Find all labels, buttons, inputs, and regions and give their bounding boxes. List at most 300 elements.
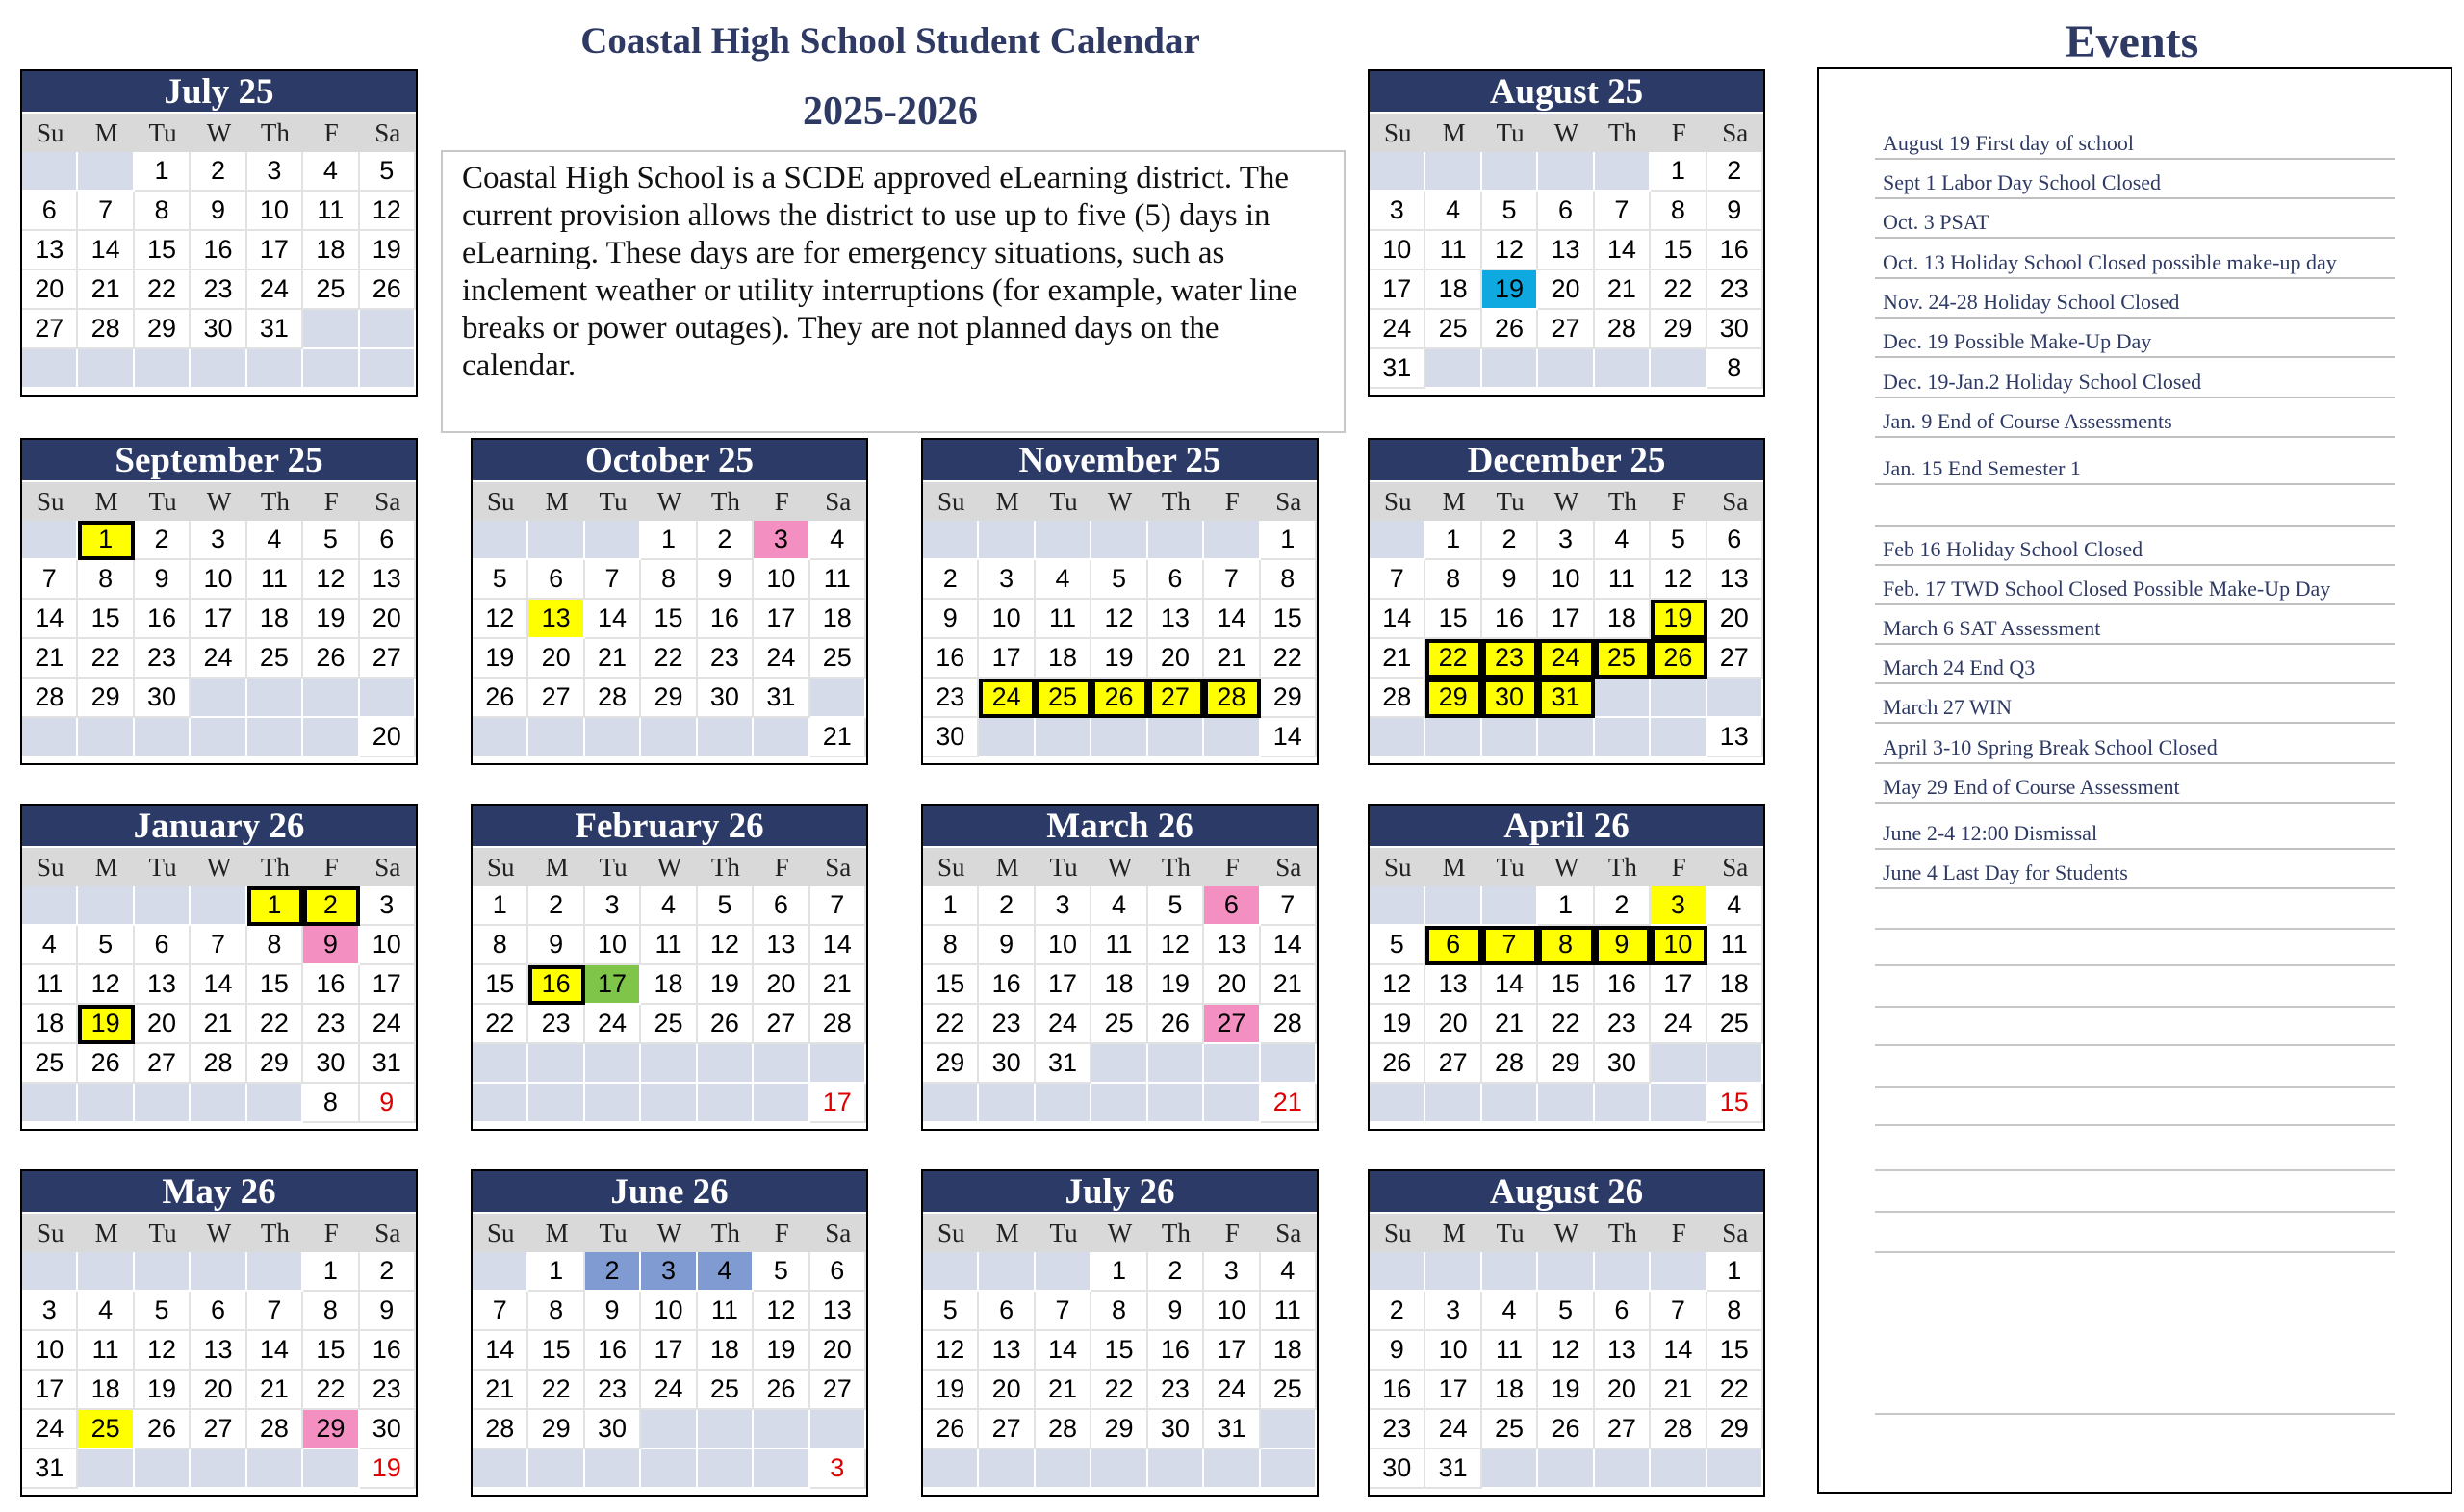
- day-cell: 30: [303, 1044, 359, 1084]
- empty-cell: [1482, 152, 1538, 192]
- weekday-label: Tu: [599, 853, 628, 882]
- empty-cell: [1482, 1084, 1538, 1123]
- day-cell: 20: [810, 1331, 866, 1371]
- day-cell: 5: [1651, 521, 1707, 560]
- day-cell: 24: [754, 639, 809, 679]
- day-cell: 7: [22, 560, 78, 600]
- event-item: Feb. 17 TWD School Closed Possible Make-Up Day: [1875, 577, 2395, 605]
- weekday-label: Su: [937, 487, 965, 516]
- event-item: June 2-4 12:00 Dismissal: [1875, 821, 2395, 850]
- day-cell: 22: [135, 270, 191, 310]
- weekday-label: M: [545, 853, 569, 882]
- day-cell: 22: [641, 639, 697, 679]
- month-title: February 26: [473, 806, 866, 846]
- day-cell: 16: [191, 231, 246, 270]
- weekday-label: Su: [486, 853, 515, 882]
- day-cell: 24: [585, 1005, 641, 1044]
- weekday-label: Su: [937, 1218, 965, 1247]
- event-item: Dec. 19-Jan.2 Holiday School Closed: [1875, 370, 2395, 398]
- empty-cell: [810, 679, 866, 718]
- day-cell: 17: [1538, 600, 1594, 639]
- day-cell: 26: [698, 1005, 754, 1044]
- day-cell: 14: [1204, 600, 1260, 639]
- day-cell: 19: [135, 1371, 191, 1410]
- empty-cell: [1036, 521, 1091, 560]
- day-cell: 7: [247, 1292, 303, 1331]
- day-cell: 18: [1091, 965, 1147, 1005]
- empty-cell: [698, 1449, 754, 1489]
- day-cell: 2: [360, 1252, 416, 1292]
- weekday-header: [1370, 846, 1763, 886]
- weekday-label: Su: [36, 487, 64, 516]
- weekday-label: F: [1671, 118, 1686, 147]
- month-title: June 26: [473, 1171, 866, 1212]
- month-calendar: [20, 804, 418, 1131]
- empty-cell: [979, 1252, 1035, 1292]
- day-cell: 9: [698, 560, 754, 600]
- day-cell: 31: [1370, 349, 1425, 389]
- weekday-label: M: [545, 1218, 569, 1247]
- weekday-label: F: [1224, 487, 1240, 516]
- day-cell: 23: [1370, 1410, 1425, 1449]
- day-cell: 17: [191, 600, 246, 639]
- empty-cell: [247, 1084, 303, 1123]
- weekday-header: [923, 1212, 1317, 1252]
- day-cell: 21: [22, 639, 78, 679]
- weekday-label: F: [323, 853, 339, 882]
- empty-cell: [698, 1044, 754, 1084]
- day-cell: 20: [22, 270, 78, 310]
- day-cell: 30: [585, 1410, 641, 1449]
- day-cell: 26: [1482, 310, 1538, 349]
- day-cell: 10: [754, 560, 809, 600]
- empty-cell: [1425, 152, 1481, 192]
- day-cell: 9: [1370, 1331, 1425, 1371]
- empty-cell: [473, 1084, 528, 1123]
- day-cell: 16: [1482, 600, 1538, 639]
- day-cell: 26: [1370, 1044, 1425, 1084]
- day-cell: 19: [1091, 639, 1147, 679]
- event-item: Dec. 19 Possible Make-Up Day: [1875, 329, 2395, 358]
- event-item: April 3-10 Spring Break School Closed: [1875, 735, 2395, 764]
- day-cell: 25: [1091, 1005, 1147, 1044]
- day-cell: 16: [528, 965, 584, 1005]
- day-cell: 8: [641, 560, 697, 600]
- day-cell: 7: [1036, 1292, 1091, 1331]
- empty-cell: [78, 718, 134, 757]
- day-cell: 6: [1595, 1292, 1651, 1331]
- day-cell: 13: [135, 965, 191, 1005]
- school-day-count: 17: [810, 1084, 866, 1123]
- empty-cell: [528, 1084, 584, 1123]
- day-cell: 28: [810, 1005, 866, 1044]
- day-cell: 23: [360, 1371, 416, 1410]
- day-grid: [473, 521, 866, 757]
- day-grid: [923, 886, 1317, 1123]
- day-cell: 5: [1482, 192, 1538, 231]
- day-cell: 27: [1148, 679, 1204, 718]
- day-cell: 26: [135, 1410, 191, 1449]
- day-cell: 26: [78, 1044, 134, 1084]
- empty-cell: [754, 718, 809, 757]
- weekday-label: W: [656, 487, 682, 516]
- blank-ruled-line: [1875, 1006, 2395, 1008]
- weekday-label: Sa: [1722, 487, 1749, 516]
- month-title: April 26: [1370, 806, 1763, 846]
- day-cell: 18: [1595, 600, 1651, 639]
- day-cell: 31: [360, 1044, 416, 1084]
- weekday-label: Su: [36, 1218, 64, 1247]
- empty-cell: [1204, 718, 1260, 757]
- empty-cell: [22, 1084, 78, 1123]
- day-cell: 15: [247, 965, 303, 1005]
- empty-cell: [585, 1084, 641, 1123]
- day-cell: 28: [191, 1044, 246, 1084]
- weekday-label: Th: [1161, 487, 1191, 516]
- day-cell: 28: [473, 1410, 528, 1449]
- weekday-label: Th: [1161, 853, 1191, 882]
- day-cell: 10: [1538, 560, 1594, 600]
- day-cell: 16: [1707, 231, 1763, 270]
- day-cell: 18: [303, 231, 359, 270]
- month-title: September 25: [22, 440, 416, 480]
- day-cell: 17: [1651, 965, 1707, 1005]
- day-cell: 25: [1482, 1410, 1538, 1449]
- weekday-label: M: [94, 487, 118, 516]
- day-cell: 14: [1651, 1331, 1707, 1371]
- day-cell: 3: [1036, 886, 1091, 926]
- empty-cell: [247, 1252, 303, 1292]
- weekday-label: Sa: [1275, 1218, 1302, 1247]
- empty-cell: [979, 521, 1035, 560]
- day-cell: 13: [1595, 1331, 1651, 1371]
- day-cell: 26: [1148, 1005, 1204, 1044]
- empty-cell: [754, 1084, 809, 1123]
- weekday-header: [22, 1212, 416, 1252]
- day-cell: 1: [1425, 521, 1481, 560]
- day-cell: 7: [1482, 926, 1538, 965]
- day-cell: 27: [754, 1005, 809, 1044]
- day-cell: 11: [1261, 1292, 1317, 1331]
- empty-cell: [191, 886, 246, 926]
- empty-cell: [1538, 152, 1594, 192]
- day-cell: 13: [1148, 600, 1204, 639]
- day-cell: 10: [1036, 926, 1091, 965]
- weekday-label: F: [323, 118, 339, 147]
- day-cell: 3: [247, 152, 303, 192]
- month-calendar: [921, 438, 1319, 765]
- day-cell: 10: [641, 1292, 697, 1331]
- day-cell: 19: [303, 600, 359, 639]
- day-cell: 30: [135, 679, 191, 718]
- day-cell: 10: [1204, 1292, 1260, 1331]
- weekday-label: W: [206, 853, 232, 882]
- event-item: August 19 First day of school: [1875, 131, 2395, 160]
- day-cell: 30: [923, 718, 979, 757]
- day-cell: 27: [810, 1371, 866, 1410]
- day-cell: 31: [1204, 1410, 1260, 1449]
- day-cell: 21: [78, 270, 134, 310]
- month-calendar: [471, 438, 868, 765]
- day-cell: 19: [754, 1331, 809, 1371]
- day-cell: 13: [1707, 560, 1763, 600]
- day-cell: 27: [360, 639, 416, 679]
- day-cell: 16: [923, 639, 979, 679]
- day-cell: 20: [191, 1371, 246, 1410]
- day-cell: 4: [810, 521, 866, 560]
- day-cell: 1: [473, 886, 528, 926]
- day-cell: 20: [979, 1371, 1035, 1410]
- day-cell: 24: [247, 270, 303, 310]
- day-cell: 20: [1538, 270, 1594, 310]
- day-cell: 12: [1148, 926, 1204, 965]
- day-cell: 24: [1425, 1410, 1481, 1449]
- day-cell: 3: [1425, 1292, 1481, 1331]
- event-item: Nov. 24-28 Holiday School Closed: [1875, 290, 2395, 319]
- empty-cell: [22, 349, 78, 389]
- day-cell: 24: [360, 1005, 416, 1044]
- day-cell: 10: [1425, 1331, 1481, 1371]
- day-cell: 2: [1595, 886, 1651, 926]
- day-cell: 22: [1091, 1371, 1147, 1410]
- day-cell: 7: [1595, 192, 1651, 231]
- empty-cell: [923, 1449, 979, 1489]
- empty-cell: [754, 1410, 809, 1449]
- day-cell: 22: [1651, 270, 1707, 310]
- weekday-label: Tu: [148, 1218, 177, 1247]
- day-cell: 15: [1261, 600, 1317, 639]
- day-cell: 9: [1707, 192, 1763, 231]
- weekday-label: Tu: [599, 1218, 628, 1247]
- empty-cell: [1595, 1449, 1651, 1489]
- day-cell: 1: [1261, 521, 1317, 560]
- empty-cell: [698, 718, 754, 757]
- day-cell: 6: [1204, 886, 1260, 926]
- day-cell: 4: [22, 926, 78, 965]
- day-cell: 2: [191, 152, 246, 192]
- day-grid: [1370, 1252, 1763, 1489]
- day-cell: 24: [1651, 1005, 1707, 1044]
- day-cell: 20: [1204, 965, 1260, 1005]
- day-cell: 25: [303, 270, 359, 310]
- empty-cell: [1538, 1449, 1594, 1489]
- month-calendar: [20, 1169, 418, 1497]
- day-cell: 31: [1425, 1449, 1481, 1489]
- day-cell: 1: [1707, 1252, 1763, 1292]
- weekday-label: M: [94, 853, 118, 882]
- day-cell: 12: [360, 192, 416, 231]
- day-cell: 24: [1204, 1371, 1260, 1410]
- school-day-count: 21: [810, 718, 866, 757]
- day-grid: [1370, 152, 1763, 389]
- weekday-label: F: [1671, 1218, 1686, 1247]
- day-cell: 14: [585, 600, 641, 639]
- elearning-note: Coastal High School is a SCDE approved eLearning district. The current provision allows the district to use up to five (5) days in eLearning. These days are for emergency situations, such as inclement weather or utility interruptions (for example, water line breaks or power outages). They are not planned days on the calendar.: [441, 150, 1346, 433]
- empty-cell: [303, 349, 359, 389]
- day-cell: 10: [360, 926, 416, 965]
- day-cell: 21: [1595, 270, 1651, 310]
- day-cell: 19: [923, 1371, 979, 1410]
- empty-cell: [641, 1084, 697, 1123]
- day-cell: 6: [1707, 521, 1763, 560]
- day-cell: 15: [528, 1331, 584, 1371]
- empty-cell: [641, 1449, 697, 1489]
- empty-cell: [585, 1449, 641, 1489]
- day-cell: 28: [22, 679, 78, 718]
- day-cell: 12: [1482, 231, 1538, 270]
- day-cell: 1: [78, 521, 134, 560]
- weekday-label: F: [323, 1218, 339, 1247]
- day-cell: 17: [754, 600, 809, 639]
- empty-cell: [1148, 1044, 1204, 1084]
- weekday-label: Th: [1161, 1218, 1191, 1247]
- day-cell: 9: [135, 560, 191, 600]
- day-cell: 5: [698, 886, 754, 926]
- empty-cell: [1204, 1084, 1260, 1123]
- weekday-label: Tu: [1049, 853, 1078, 882]
- day-cell: 31: [754, 679, 809, 718]
- day-cell: 3: [22, 1292, 78, 1331]
- empty-cell: [247, 679, 303, 718]
- empty-cell: [191, 1252, 246, 1292]
- month-calendar: [471, 1169, 868, 1497]
- weekday-label: M: [94, 1218, 118, 1247]
- day-cell: 8: [473, 926, 528, 965]
- day-cell: 25: [22, 1044, 78, 1084]
- day-cell: 9: [923, 600, 979, 639]
- day-cell: 9: [1595, 926, 1651, 965]
- weekday-header: [1370, 112, 1763, 152]
- day-cell: 8: [1707, 1292, 1763, 1331]
- empty-cell: [1091, 1449, 1147, 1489]
- day-cell: 25: [78, 1410, 134, 1449]
- day-cell: 6: [360, 521, 416, 560]
- day-cell: 10: [585, 926, 641, 965]
- month-calendar: [1368, 804, 1765, 1131]
- day-cell: 4: [247, 521, 303, 560]
- weekday-label: M: [1442, 118, 1466, 147]
- weekday-label: Sa: [1722, 1218, 1749, 1247]
- day-cell: 17: [585, 965, 641, 1005]
- month-title: December 25: [1370, 440, 1763, 480]
- day-cell: 6: [810, 1252, 866, 1292]
- empty-cell: [22, 152, 78, 192]
- day-cell: 17: [1425, 1371, 1481, 1410]
- event-item: Jan. 9 End of Course Assessments: [1875, 409, 2395, 438]
- day-cell: 11: [810, 560, 866, 600]
- weekday-label: Su: [1383, 118, 1412, 147]
- day-cell: 8: [1091, 1292, 1147, 1331]
- day-cell: 16: [135, 600, 191, 639]
- month-title: July 25: [22, 71, 416, 112]
- day-cell: 23: [1482, 639, 1538, 679]
- day-cell: 26: [754, 1371, 809, 1410]
- school-day-count: 3: [810, 1449, 866, 1489]
- day-cell: 23: [979, 1005, 1035, 1044]
- day-cell: 15: [1651, 231, 1707, 270]
- day-cell: 28: [247, 1410, 303, 1449]
- weekday-label: Tu: [1496, 487, 1525, 516]
- day-cell: 25: [641, 1005, 697, 1044]
- event-item: Oct. 13 Holiday School Closed possible make-up day: [1875, 250, 2395, 279]
- day-cell: 3: [191, 521, 246, 560]
- day-cell: 17: [22, 1371, 78, 1410]
- empty-cell: [1595, 1252, 1651, 1292]
- empty-cell: [473, 1044, 528, 1084]
- day-cell: 11: [698, 1292, 754, 1331]
- empty-cell: [1425, 886, 1481, 926]
- day-cell: 5: [1091, 560, 1147, 600]
- day-cell: 27: [1204, 1005, 1260, 1044]
- empty-cell: [247, 718, 303, 757]
- day-cell: 16: [1595, 965, 1651, 1005]
- event-item: Sept 1 Labor Day School Closed: [1875, 170, 2395, 199]
- day-cell: 4: [1091, 886, 1147, 926]
- day-cell: 5: [1148, 886, 1204, 926]
- day-cell: 7: [1370, 560, 1425, 600]
- weekday-label: Th: [260, 118, 290, 147]
- empty-cell: [1091, 1044, 1147, 1084]
- day-cell: 17: [641, 1331, 697, 1371]
- day-cell: 3: [641, 1252, 697, 1292]
- day-cell: 30: [1482, 679, 1538, 718]
- day-cell: 22: [923, 1005, 979, 1044]
- weekday-label: W: [1107, 853, 1133, 882]
- day-cell: 9: [585, 1292, 641, 1331]
- day-cell: 5: [78, 926, 134, 965]
- empty-cell: [698, 1410, 754, 1449]
- blank-ruled-line: [1875, 1086, 2395, 1088]
- weekday-label: Su: [36, 853, 64, 882]
- day-cell: 11: [1425, 231, 1481, 270]
- day-cell: 23: [191, 270, 246, 310]
- weekday-label: Su: [36, 118, 64, 147]
- weekday-label: Tu: [1049, 1218, 1078, 1247]
- day-cell: 18: [1482, 1371, 1538, 1410]
- day-cell: 3: [754, 521, 809, 560]
- empty-cell: [528, 1044, 584, 1084]
- weekday-label: F: [1224, 853, 1240, 882]
- school-day-count: 8: [1707, 349, 1763, 389]
- day-cell: 9: [191, 192, 246, 231]
- day-cell: 16: [1148, 1331, 1204, 1371]
- day-cell: 8: [1425, 560, 1481, 600]
- month-title: March 26: [923, 806, 1317, 846]
- day-cell: 28: [1204, 679, 1260, 718]
- empty-cell: [1595, 152, 1651, 192]
- day-cell: 24: [641, 1371, 697, 1410]
- day-cell: 13: [528, 600, 584, 639]
- day-cell: 20: [754, 965, 809, 1005]
- weekday-label: Sa: [1722, 118, 1749, 147]
- month-calendar: [1368, 69, 1765, 397]
- empty-cell: [1651, 679, 1707, 718]
- weekday-label: M: [94, 118, 118, 147]
- day-cell: 9: [979, 926, 1035, 965]
- day-cell: 18: [1036, 639, 1091, 679]
- empty-cell: [1538, 718, 1594, 757]
- day-cell: 25: [810, 639, 866, 679]
- day-cell: 17: [1370, 270, 1425, 310]
- day-cell: 2: [135, 521, 191, 560]
- day-cell: 19: [473, 639, 528, 679]
- day-cell: 29: [1651, 310, 1707, 349]
- weekday-label: Th: [260, 853, 290, 882]
- weekday-label: Tu: [148, 853, 177, 882]
- empty-cell: [1148, 718, 1204, 757]
- day-cell: 29: [1538, 1044, 1594, 1084]
- empty-cell: [1482, 349, 1538, 389]
